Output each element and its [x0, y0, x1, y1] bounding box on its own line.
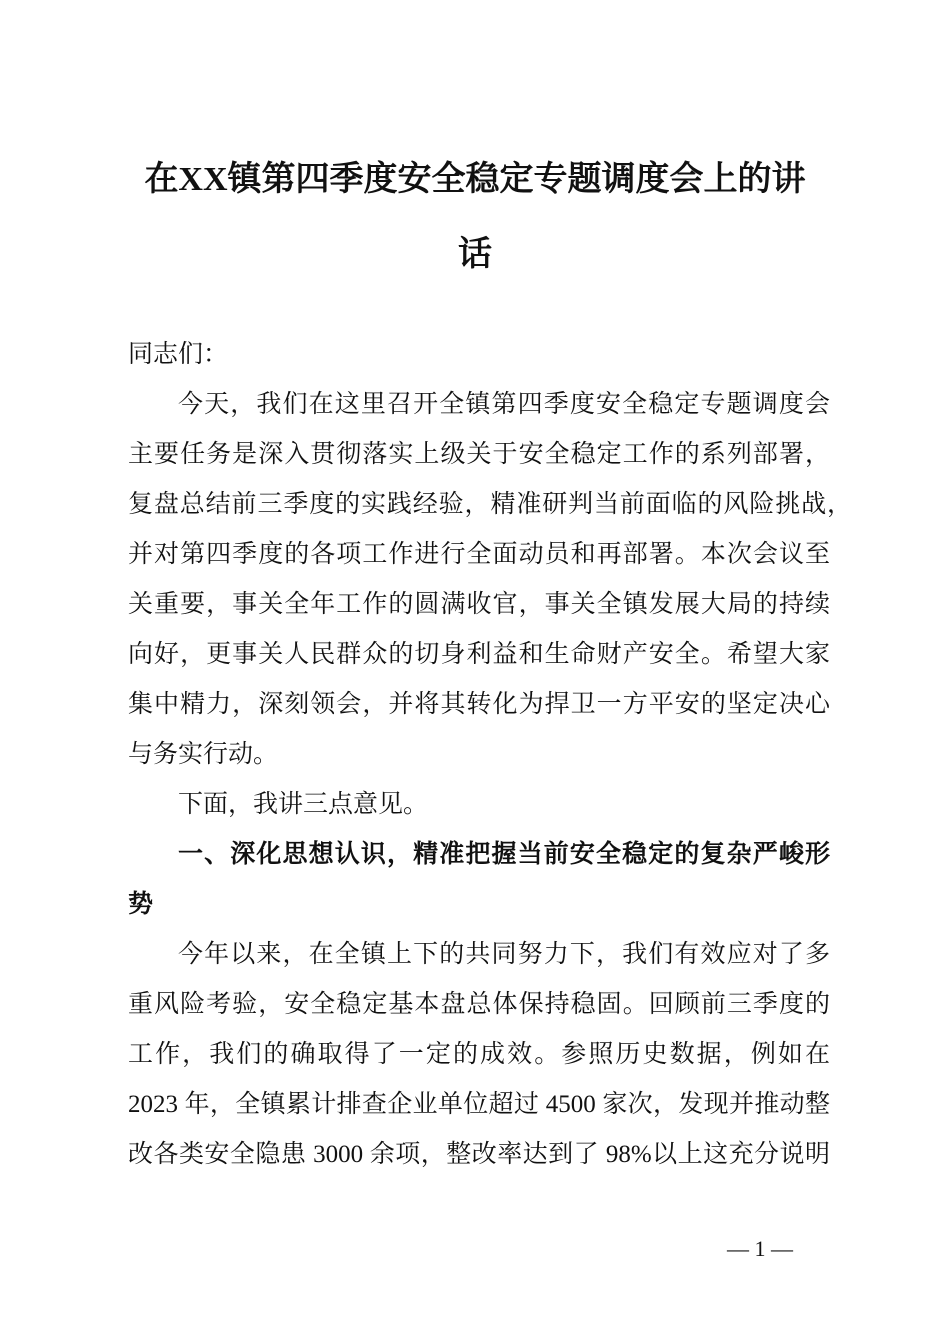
- document-body: [128, 330, 852, 1180]
- paragraph-line: 改各类安全隐患 3000 余项，整改率达到了 98%以上这充分说明: [128, 1141, 830, 1168]
- paragraph-line: 集中精力，深刻领会，并将其转化为捍卫一方平安的坚定决心: [128, 691, 830, 718]
- paragraph-line: 与务实行动。: [128, 741, 279, 768]
- paragraph-line: 2023 年，全镇累计排查企业单位超过 4500 家次，发现并推动整: [128, 1091, 830, 1118]
- paragraph-line: 主要任务是深入贯彻落实上级关于安全稳定工作的系列部署，: [128, 441, 830, 468]
- document-title-line-2: 话: [458, 236, 492, 273]
- document-title-line-1: 在XX镇第四季度安全稳定专题调度会上的讲: [144, 161, 806, 198]
- section-heading: 一、深化思想认识，精准把握当前安全稳定的复杂严峻形: [178, 841, 830, 868]
- section-heading: 势: [128, 891, 154, 918]
- paragraph-line: 今年以来，在全镇上下的共同努力下，我们有效应对了多: [178, 941, 830, 968]
- paragraph-line: 向好，更事关人民群众的切身利益和生命财产安全。希望大家: [128, 641, 830, 668]
- paragraph-line: 下面，我讲三点意见。: [178, 791, 429, 818]
- paragraph-line: 复盘总结前三季度的实践经验，精准研判当前面临的风险挑战，: [128, 491, 852, 518]
- page-number: — 1 —: [727, 1236, 793, 1261]
- paragraph-line: 关重要，事关全年工作的圆满收官，事关全镇发展大局的持续: [128, 591, 830, 618]
- paragraph-line: 工作，我们的确取得了一定的成效。参照历史数据，例如在: [128, 1041, 830, 1068]
- paragraph-line: 重风险考验，安全稳定基本盘总体保持稳固。回顾前三季度的: [128, 991, 830, 1018]
- greeting: 同志们：: [128, 341, 229, 368]
- paragraph-line: 今天，我们在这里召开全镇第四季度安全稳定专题调度会: [178, 391, 830, 418]
- paragraph-line: 并对第四季度的各项工作进行全面动员和再部署。本次会议至: [128, 541, 830, 568]
